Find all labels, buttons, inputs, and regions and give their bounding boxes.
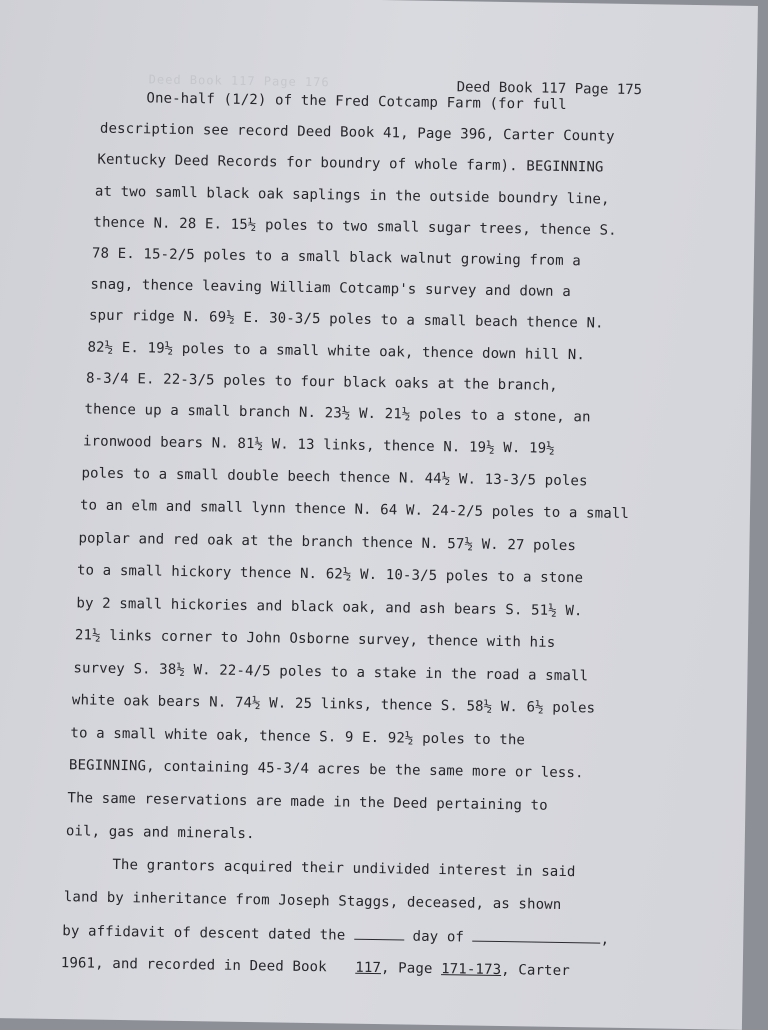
text-line: thence N. 28 E. 15½ poles to two small sugar trees, thence S. [93, 214, 617, 239]
text-line: snag, thence leaving William Cotcamp's survey and down a [90, 276, 571, 301]
text-line: BEGINNING, containing 45-3/4 acres be the same more or less. [68, 757, 584, 782]
text-line: Kentucky Deed Records for boundry of whole farm). BEGINNING [97, 151, 604, 176]
text-line: thence up a small branch N. 23½ W. 21½ poles to a stone, an [84, 401, 591, 426]
date-blank [354, 927, 404, 941]
text-line: to an elm and small lynn thence N. 64 W. 24-2/5 poles to a small [79, 497, 630, 522]
text-line: The grantors acquired their undivided interest in said [112, 856, 576, 881]
affidavit-line [62, 922, 609, 948]
text-line: to a small hickory thence N. 62½ W. 10-3/5 poles to a stone [76, 562, 584, 587]
text-line: 82½ E. 19½ poles to a small white oak, thence down hill N. [87, 339, 586, 364]
text-line: survey S. 38½ W. 22-4/5 poles to a stake in the road a small [73, 660, 589, 685]
text-line: 8-3/4 E. 22-3/5 poles to four black oaks at the branch, [85, 370, 558, 394]
month-blank [473, 929, 601, 944]
affidavit-after: , [600, 931, 610, 948]
bleed-through-text: Deed Book 117 Page 176 [148, 72, 330, 90]
text-line: 78 E. 15-2/5 poles to a small black walnut growing from a [91, 245, 582, 270]
deed-book-header: Deed Book 117 Page 175 [456, 79, 643, 99]
record-line [61, 955, 570, 979]
text-line: One-half (1/2) of the Fred Cotcamp Farm (for full [146, 90, 567, 113]
text-line: ironwood bears N. 81½ W. 13 links, thence N. 19½ W. 19½ [82, 433, 555, 457]
affidavit-before: by affidavit of descent dated the [62, 923, 346, 944]
affidavit-middle: day of [412, 928, 465, 946]
text-line: oil, gas and minerals. [65, 823, 255, 843]
text-line: to a small white oak, thence S. 9 E. 92½ poles to the [70, 725, 526, 749]
text-line: poplar and red oak at the branch thence N. 57½ W. 27 poles [78, 530, 577, 555]
page-numbers: 171-173 [441, 961, 502, 979]
text-line: spur ridge N. 69½ E. 30-3/5 poles to a small beach thence N. [88, 307, 604, 332]
text-line: by 2 small hickories and black oak, and ash bears S. 51½ W. [76, 595, 583, 620]
record-before: 1961, and recorded in Deed Book [60, 955, 327, 976]
record-after: , Carter [501, 962, 570, 980]
text-line: The same reservations are made in the Deed pertaining to [67, 790, 548, 814]
text-line: white oak bears N. 74½ W. 25 links, thence S. 58½ W. 6½ poles [71, 692, 596, 717]
text-line: description see record Deed Book 41, Page 396, Carter County [99, 120, 615, 145]
deed-book-number: 117 [355, 959, 382, 977]
text-line: poles to a small double beech thence N. 44½ W. 13-3/5 poles [81, 465, 588, 490]
text-line: 21½ links corner to John Osborne survey, thence with his [74, 627, 556, 651]
record-mid: , Page [380, 960, 433, 977]
text-line: land by inheritance from Joseph Staggs, deceased, as shown [63, 889, 562, 913]
text-line: at two samll black oak saplings in the outside boundry line, [94, 183, 610, 208]
